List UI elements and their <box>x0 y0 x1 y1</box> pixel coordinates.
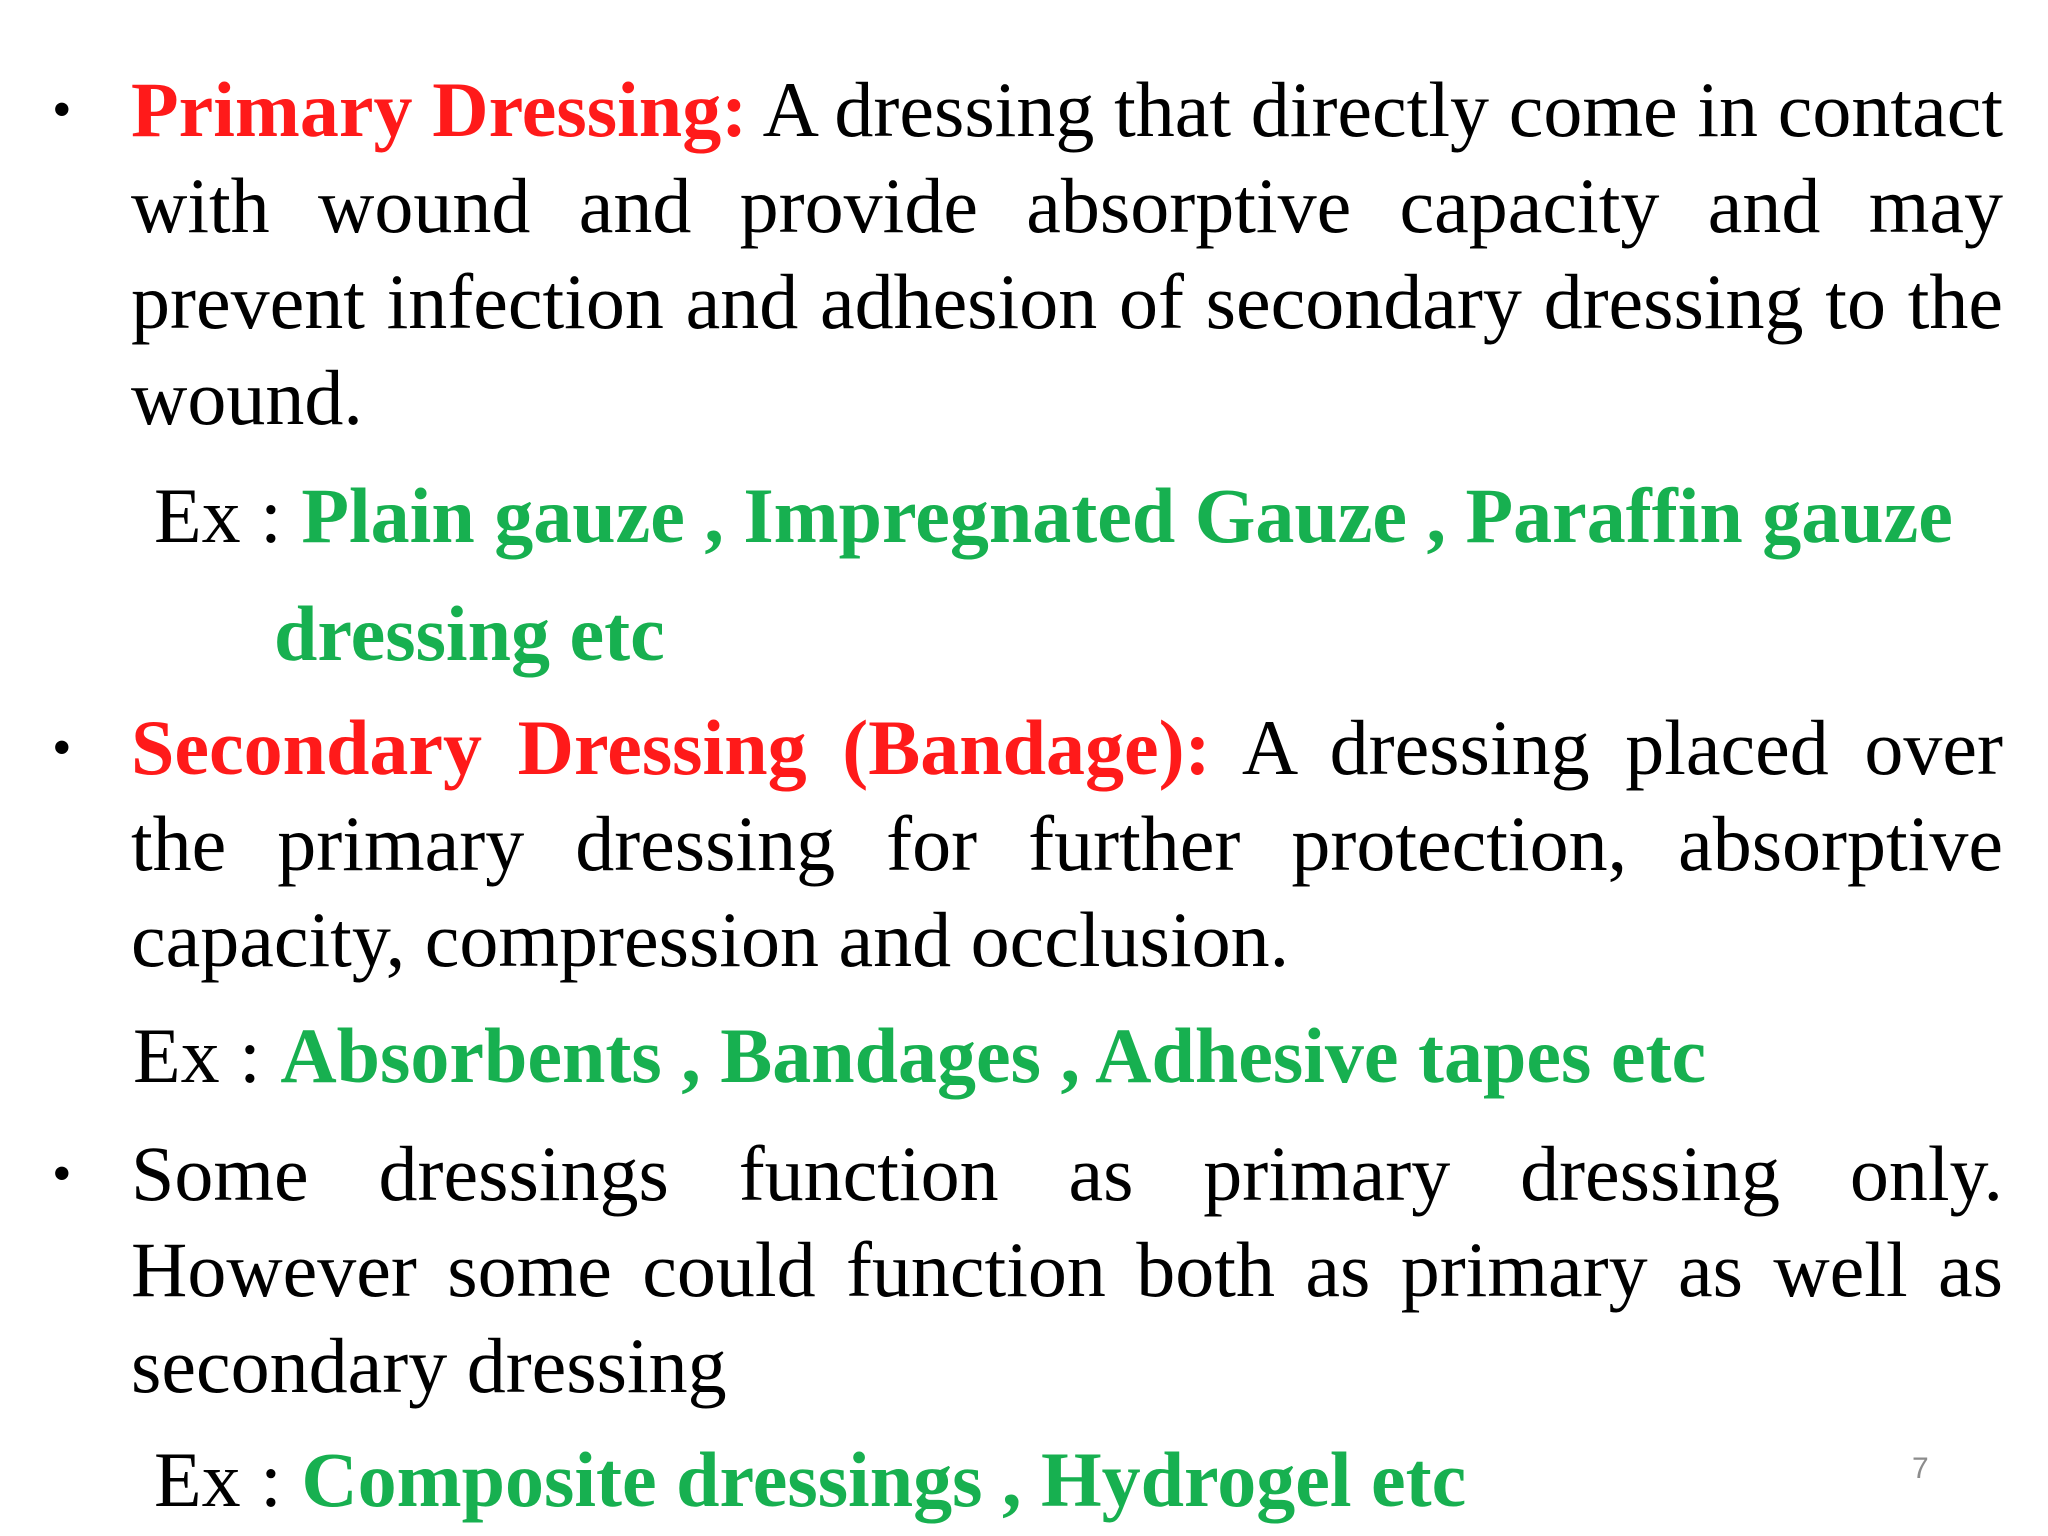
page-number: 7 <box>1912 1452 1929 1485</box>
example-items-secondary: Absorbents , Bandages , Adhesive tapes etc <box>280 1012 1707 1099</box>
example-secondary-dressing <box>133 1008 1706 1104</box>
example-prefix: Ex : <box>154 472 302 559</box>
example-items-dual: Composite dressings , Hydrogel etc <box>301 1436 1467 1523</box>
example-prefix: Ex : <box>133 1012 281 1099</box>
term-primary-dressing: Primary Dressing: <box>131 66 748 153</box>
example-items-primary-continued: dressing etc <box>274 590 665 677</box>
bullet-marker: • <box>52 79 72 141</box>
bullet-dual-function <box>131 1126 2003 1414</box>
dual-function-text: Some dressings function as primary dressing only. However some could function both as primary as well as secondary dressing <box>131 1130 2003 1409</box>
term-secondary-dressing: Secondary Dressing (Bandage): <box>131 704 1211 791</box>
example-prefix: Ex : <box>154 1436 302 1523</box>
bullet-secondary-dressing <box>131 700 2003 988</box>
bullet-marker: • <box>52 1143 72 1205</box>
definition-primary-dressing: A dressing that directly come in contact with wound and provide absorptive capacity and may prevent infection and adhesion of secondary dressing to the wound. <box>131 66 2003 441</box>
bullet-marker: • <box>52 717 72 779</box>
example-primary-dressing <box>154 468 1953 564</box>
bullet-primary-dressing <box>131 62 2003 446</box>
example-items-primary: Plain gauze , Impregnated Gauze , Paraffin gauze <box>301 472 1953 559</box>
example-dual-function <box>154 1432 1466 1528</box>
definition-secondary-dressing: A dressing placed over the primary dressing for further protection, absorptive capacity, compression and occlusion. <box>131 704 2003 983</box>
